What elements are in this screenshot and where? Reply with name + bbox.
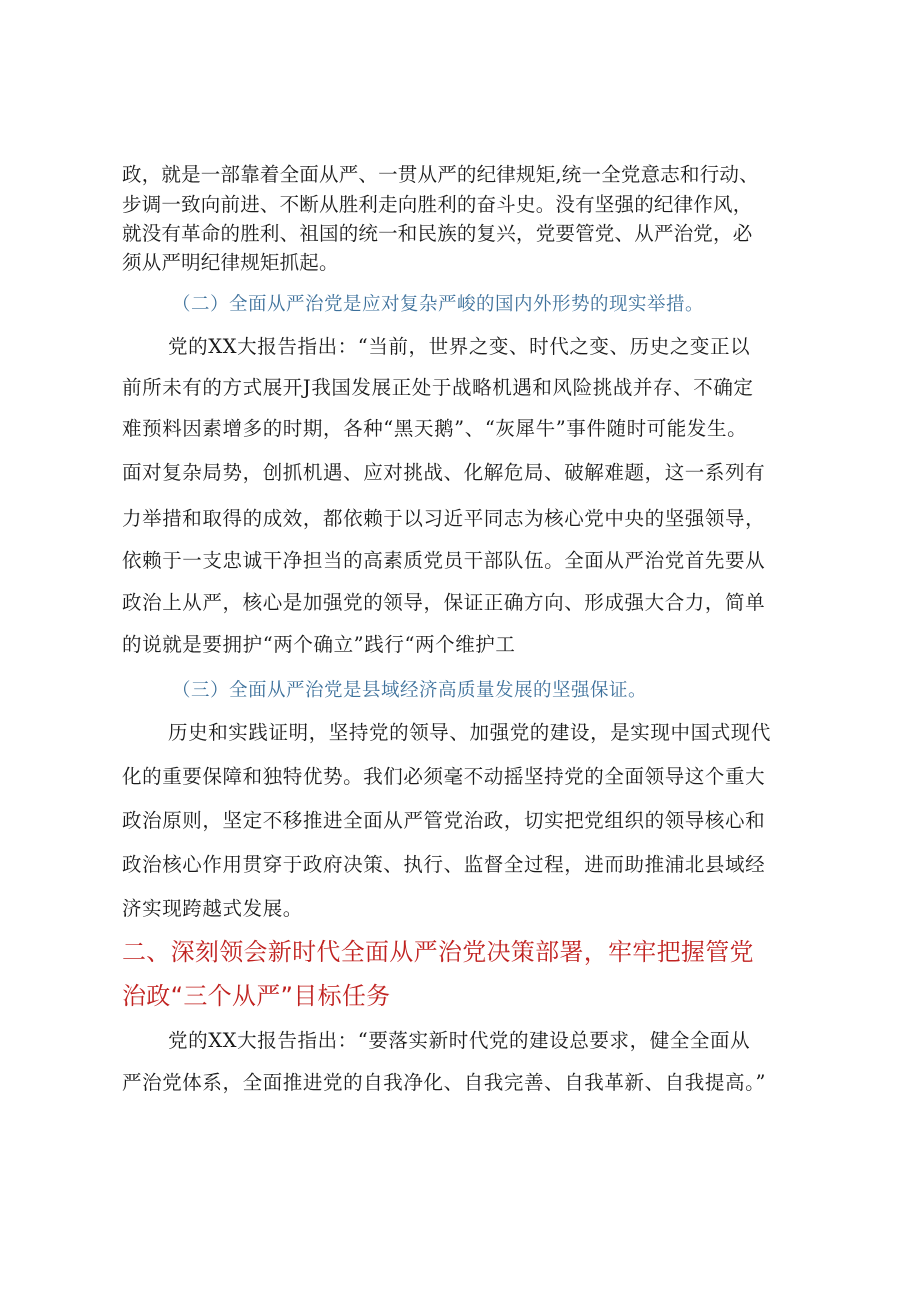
subheading-3: （三）全面从严治党是县域经济高质量发展的坚强保证。 xyxy=(172,680,648,701)
paragraph-line: 政，就是一部靠着全面从严、一贯从严的纪律规矩,统一全党意志和行动、 xyxy=(122,163,759,186)
paragraph-line: 党的XX大报告指出：“当前，世界之变、时代之变、历史之变正以 xyxy=(168,335,751,358)
paragraph-line: 政治核心作用贯穿于政府决策、执行、监督全过程，进而助推浦北县域经 xyxy=(122,853,766,876)
subheading-2: （二）全面从严治党是应对复杂严峻的国内外形势的现实举措。 xyxy=(172,294,705,315)
paragraph-line: 政治上从严，核心是加强党的领导，保证正确方向、形成强大合力，简单 xyxy=(122,591,766,614)
section-heading-line: 治政“三个从严”目标任务 xyxy=(122,982,391,1010)
paragraph-line: 济实现跨越式发展。 xyxy=(122,897,303,920)
paragraph-line: 历史和实践证明，坚持党的领导、加强党的建设，是实现中国式现代 xyxy=(168,721,772,744)
section-heading-line: 二、深刻领会新时代全面从严治党决策部署，牢牢把握管党 xyxy=(122,938,754,966)
paragraph-line: 党的XX大报告指出：“要落实新时代党的建设总要求，健全全面从 xyxy=(168,1029,751,1052)
paragraph-line: 就没有革命的胜利、祖国的统一和民族的复兴，党要管党、从严治党，必 xyxy=(122,222,753,245)
paragraph-line: 须从严明纪律规矩抓起。 xyxy=(122,251,339,274)
paragraph-line: 步调一致向前进、不断从胜利走向胜利的奋斗史。没有坚强的纪律作风， xyxy=(122,193,753,216)
paragraph-line: 依赖于一支忠诚干净担当的高素质党员干部队伍。全面从严治党首先要从 xyxy=(122,549,766,572)
paragraph-line: 严治党体系，全面推进党的自我净化、自我完善、自我革新、自我提高。” xyxy=(122,1071,767,1094)
paragraph-line: 政治原则，坚定不移推进全面从严管党治政，切实把党组织的领导核心和 xyxy=(122,809,766,832)
paragraph-line: 难预料因素增多的时期，各种“黑天鹅”、“灰犀牛”事件随时可能发生。 xyxy=(122,417,748,440)
paragraph-line: 的说就是要拥护“两个确立”践行“两个维护工 xyxy=(122,633,516,656)
paragraph-line: 力举措和取得的成效，都依赖于以习近平同志为核心党中央的坚强领导， xyxy=(122,507,766,530)
paragraph-line: 面对复杂局势，创抓机遇、应对挑战、化解危局、破解难题，这一系列有 xyxy=(122,461,766,484)
paragraph-line: 化的重要保障和独特优势。我们必须毫不动摇坚持党的全面领导这个重大 xyxy=(122,765,766,788)
paragraph-line: 前所未有的方式展开J我国发展正处于战略机遇和风险挑战并存、不确定 xyxy=(122,376,754,399)
